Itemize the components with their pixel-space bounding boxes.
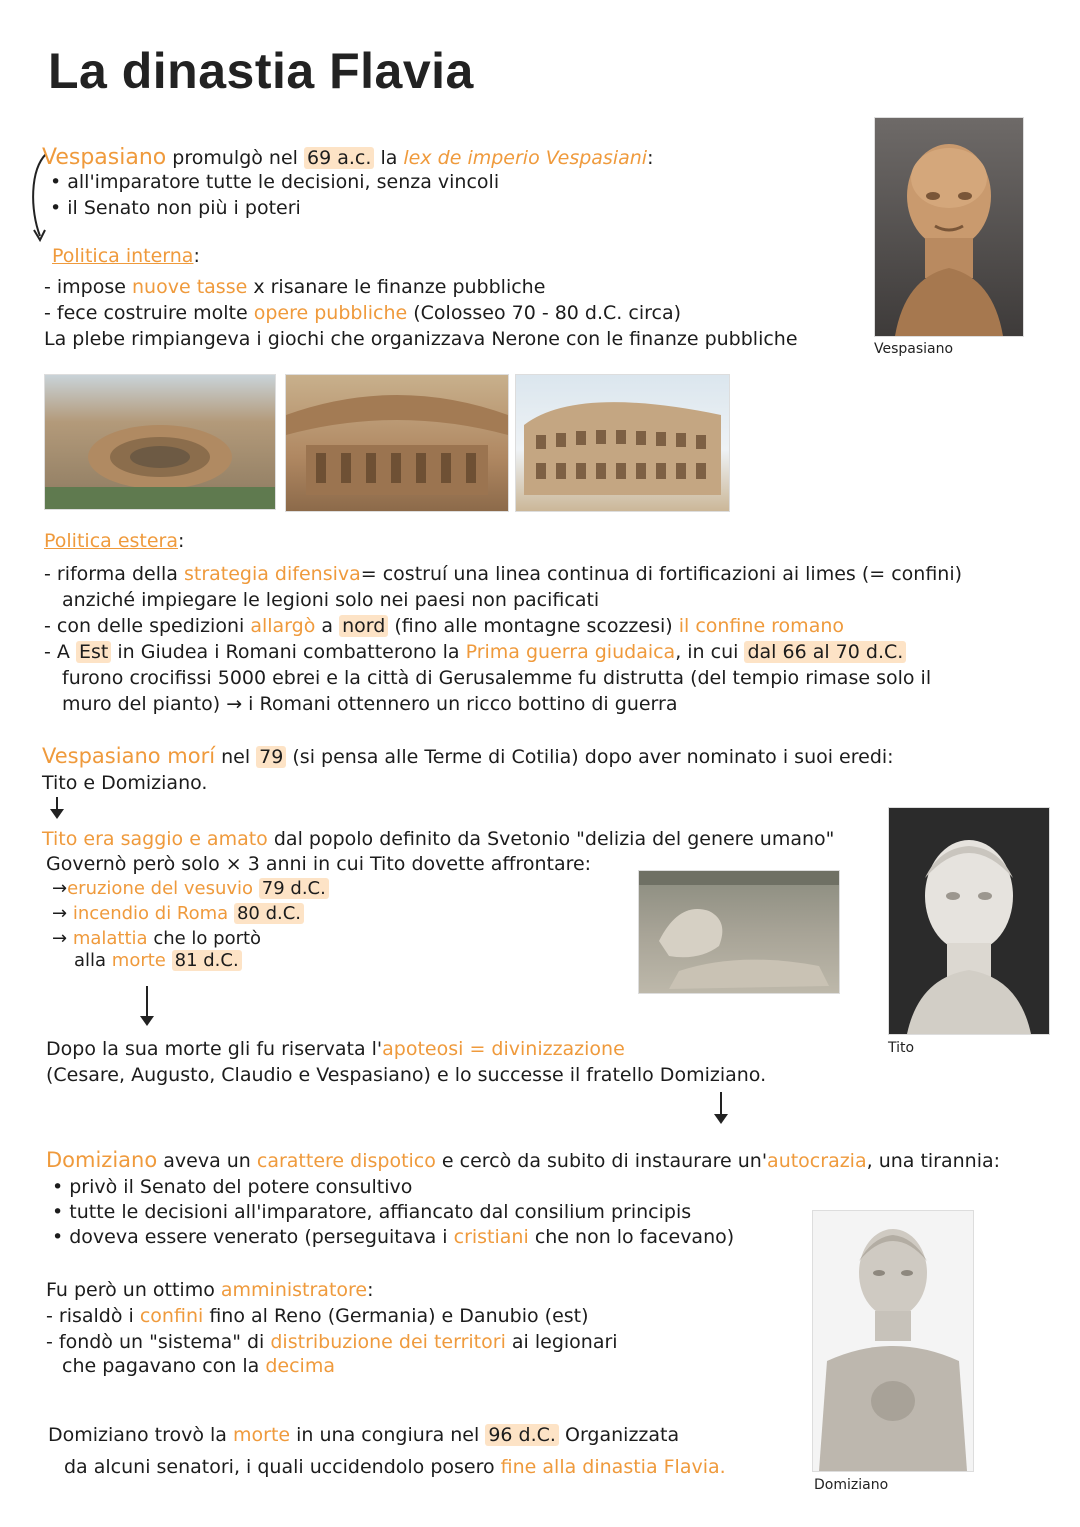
tito-intro-line: Tito era saggio e amato dal popolo definito da Svetonio "delizia del genere umano" [42, 828, 835, 850]
lex-line: Vespasiano promulgò nel 69 a.c. la lex de imperio Vespasiani: [42, 145, 654, 170]
vespasiano-death-line: Vespasiano morí nel 79 (si pensa alle Terme di Cotilia) dopo aver nominato i suoi eredi: [42, 744, 894, 768]
apoteosi-line: Dopo la sua morte gli fu riservata l'apoteosi = divinizzazione [46, 1038, 625, 1060]
domiziano-caption: Domiziano [814, 1477, 889, 1493]
domiziano-bullet-1: • privò il Senato del potere consultivo [52, 1176, 413, 1198]
lex-bullet-1: • all'imparatore tutte le decisioni, senza vincoli [50, 171, 500, 193]
bust-icon [875, 118, 1023, 336]
tito-event-eruption: →eruzione del vesuvio 79 d.C. [52, 878, 329, 899]
estera-line-3: - con delle spedizioni allargò a nord (fino alle montagne scozzesi) il confine romano [44, 615, 845, 637]
arrow-down-icon [56, 797, 58, 817]
arrow-down-icon [146, 986, 148, 1024]
confini-line: - risaldò i confini fino al Reno (Germania) e Danubio (est) [46, 1305, 589, 1327]
bust-icon [889, 808, 1049, 1034]
colosseum-exterior-icon [516, 375, 729, 511]
tito-portrait [888, 807, 1050, 1035]
tito-reign-line: Governò però solo × 3 anni in cui Tito dovette affrontare: [46, 853, 592, 875]
domiziano-intro-line: Domiziano aveva un carattere dispotico e cercò da subito di instaurare un'autocrazia, una tirannia: [46, 1148, 1001, 1172]
politica-interna-heading: Politica interna: [52, 245, 200, 267]
domiziano-portrait [812, 1210, 974, 1472]
arrow-down-icon [720, 1092, 722, 1122]
page-title: La dinastia Flavia [48, 43, 474, 99]
tito-event-illness: → malattia che lo portò [52, 928, 262, 949]
interna-line-3: La plebe rimpiangeva i giochi che organizzava Nerone con le finanze pubbliche [44, 328, 798, 350]
tito-caption: Tito [888, 1040, 915, 1056]
tito-event-fire: → incendio di Roma 80 d.C. [52, 903, 304, 924]
amministratore-line: Fu però un ottimo amministratore: [46, 1279, 374, 1301]
domiziano-bullet-3: • doveva essere venerato (perseguitava i cristiani che non lo facevano) [52, 1226, 735, 1248]
domiziano-death-line: Domiziano trovò la morte in una congiura nel 96 d.C. Organizzata [48, 1424, 680, 1446]
interna-line-2: - fece costruire molte opere pubbliche (Colosseo 70 - 80 d.C. circa) [44, 302, 682, 324]
colosseum-interior-photo [285, 374, 509, 512]
vespasiano-caption: Vespasiano [874, 341, 954, 357]
pompeii-cast-icon [639, 871, 839, 993]
bust-icon [813, 1211, 973, 1471]
estera-line-2: anziché impiegare le legioni solo nei paesi non pacificati [62, 589, 600, 611]
colosseum-interior-icon [286, 375, 508, 511]
estera-line-6: muro del pianto) → i Romani ottennero un ricco bottino di guerra [62, 693, 678, 715]
pompeii-cast-photo [638, 870, 840, 994]
decima-line: che pagavano con la decima [62, 1355, 335, 1377]
colosseum-aerial-icon [45, 375, 275, 509]
estera-line-5: furono crocifissi 5000 ebrei e la città di Gerusalemme fu distrutta (del tempio rimase solo il [62, 667, 932, 689]
estera-line-4: - A Est in Giudea i Romani combatterono la Prima guerra giudaica, in cui dal 66 al 70 d.C. [44, 641, 906, 663]
colosseum-exterior-photo [515, 374, 730, 512]
heirs-line: Tito e Domiziano. [42, 772, 208, 794]
tito-event-death: alla morte 81 d.C. [74, 950, 242, 971]
sistema-line: - fondò un "sistema" di distribuzione dei territori ai legionari [46, 1331, 618, 1353]
interna-line-1: - impose nuove tasse x risanare le finanze pubbliche [44, 276, 546, 298]
domiziano-bullet-2: • tutte le decisioni all'imparatore, affiancato dal consilium principis [52, 1201, 692, 1223]
successione-line: (Cesare, Augusto, Claudio e Vespasiano) e lo successe il fratello Domiziano. [46, 1064, 767, 1086]
estera-line-1: - riforma della strategia difensiva= costruí una linea continua di fortificazioni ai limes (= confini) [44, 563, 963, 585]
colosseum-aerial-photo [44, 374, 276, 510]
politica-estera-heading: Politica estera: [44, 530, 185, 552]
lex-bullet-2: • il Senato non più i poteri [50, 197, 301, 219]
vespasiano-portrait [874, 117, 1024, 337]
dinastia-end-line: da alcuni senatori, i quali uccidendolo posero fine alla dinastia Flavia. [64, 1456, 726, 1478]
